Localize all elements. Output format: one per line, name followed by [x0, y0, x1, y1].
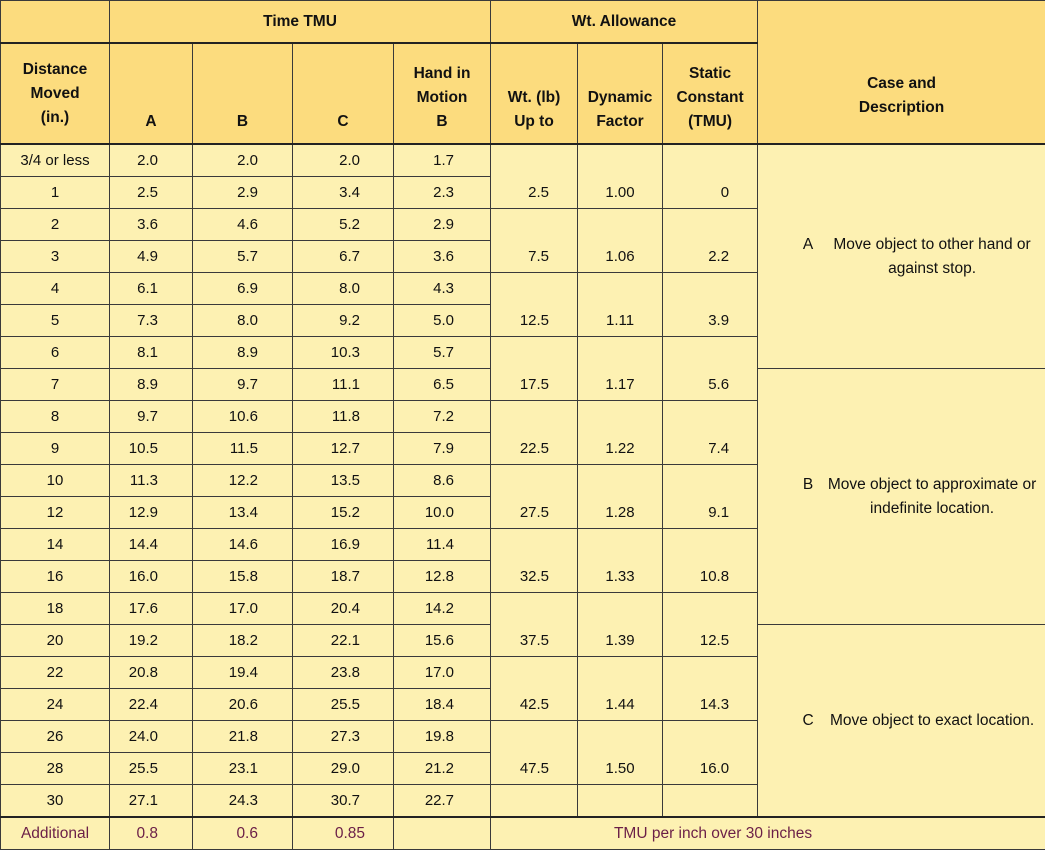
time-c-cell: 8.0	[293, 273, 394, 305]
additional-note: TMU per inch over 30 inches	[491, 817, 1045, 850]
case-cell	[758, 625, 1045, 818]
case-content	[758, 233, 1045, 281]
wt-lb-header: Wt. (lb) Up to	[491, 43, 578, 144]
dynamic-factor-cell: 1.39	[578, 593, 663, 657]
time-a-cell: 9.7	[110, 401, 193, 433]
hand-in-motion-cell: 7.2	[394, 401, 491, 433]
table-body	[1, 144, 1045, 817]
col-a-header: A	[110, 43, 193, 144]
time-b-cell: 14.6	[193, 529, 293, 561]
time-a-cell: 25.5	[110, 753, 193, 785]
time-a-cell: 24.0	[110, 721, 193, 753]
hand-in-motion-cell: 8.6	[394, 465, 491, 497]
time-c-cell: 6.7	[293, 241, 394, 273]
time-b-cell: 2.0	[193, 144, 293, 177]
time-b-cell: 11.5	[193, 433, 293, 465]
hand-in-motion-cell: 14.2	[394, 593, 491, 625]
wt-lb-cell: 32.5	[491, 529, 578, 593]
time-b-cell: 21.8	[193, 721, 293, 753]
case-description: Move object to exact location.	[827, 709, 1037, 733]
time-a-cell: 3.6	[110, 209, 193, 241]
distance-cell: 28	[1, 753, 110, 785]
case-cell	[758, 144, 1045, 369]
hand-in-motion-header: Hand in Motion B	[394, 43, 491, 144]
wt-lb-cell: 42.5	[491, 657, 578, 721]
distance-cell: 12	[1, 497, 110, 529]
dynamic-factor-cell: 1.33	[578, 529, 663, 593]
dynamic-factor-cell: 1.50	[578, 721, 663, 785]
case-description-header: Case and Description	[758, 1, 1045, 145]
wt-lb-cell: 2.5	[491, 144, 578, 209]
time-b-cell: 20.6	[193, 689, 293, 721]
additional-label: Additional	[1, 817, 110, 850]
time-b-cell: 13.4	[193, 497, 293, 529]
hand-in-motion-cell: 3.6	[394, 241, 491, 273]
static-constant-cell: 2.2	[663, 209, 758, 273]
time-a-cell: 22.4	[110, 689, 193, 721]
time-c-cell: 18.7	[293, 561, 394, 593]
time-a-cell: 7.3	[110, 305, 193, 337]
time-c-cell: 5.2	[293, 209, 394, 241]
distance-cell: 14	[1, 529, 110, 561]
static-constant-cell: 14.3	[663, 657, 758, 721]
hand-in-motion-cell: 10.0	[394, 497, 491, 529]
time-c-cell: 9.2	[293, 305, 394, 337]
hand-in-motion-cell: 17.0	[394, 657, 491, 689]
wt-lb-cell	[491, 785, 578, 818]
distance-cell: 2	[1, 209, 110, 241]
additional-row	[1, 817, 1045, 850]
case-description: Move object to approximate or indefinite location.	[827, 473, 1037, 521]
dynamic-factor-cell: 1.00	[578, 144, 663, 209]
time-a-cell: 4.9	[110, 241, 193, 273]
table-row	[1, 144, 1045, 177]
case-description: Move object to other hand or against stop.	[827, 233, 1037, 281]
distance-cell: 7	[1, 369, 110, 401]
hand-in-motion-cell: 7.9	[394, 433, 491, 465]
distance-cell: 26	[1, 721, 110, 753]
time-a-cell: 17.6	[110, 593, 193, 625]
distance-cell: 24	[1, 689, 110, 721]
wt-lb-cell: 17.5	[491, 337, 578, 401]
static-constant-header: Static Constant (TMU)	[663, 43, 758, 144]
time-a-cell: 8.9	[110, 369, 193, 401]
time-a-cell: 8.1	[110, 337, 193, 369]
static-constant-cell	[663, 785, 758, 818]
time-c-cell: 30.7	[293, 785, 394, 818]
time-c-cell: 27.3	[293, 721, 394, 753]
time-c-cell: 11.8	[293, 401, 394, 433]
case-content	[758, 473, 1045, 521]
hand-in-motion-cell: 18.4	[394, 689, 491, 721]
time-b-cell: 19.4	[193, 657, 293, 689]
time-a-cell: 10.5	[110, 433, 193, 465]
distance-cell: 22	[1, 657, 110, 689]
hand-in-motion-cell: 22.7	[394, 785, 491, 818]
time-a-cell: 27.1	[110, 785, 193, 818]
time-c-cell: 29.0	[293, 753, 394, 785]
time-b-cell: 24.3	[193, 785, 293, 818]
hand-in-motion-cell: 5.0	[394, 305, 491, 337]
time-a-cell: 14.4	[110, 529, 193, 561]
hand-in-motion-cell: 1.7	[394, 144, 491, 177]
time-b-cell: 9.7	[193, 369, 293, 401]
wt-lb-cell: 47.5	[491, 721, 578, 785]
static-constant-cell: 16.0	[663, 721, 758, 785]
distance-cell: 20	[1, 625, 110, 657]
corner-cell	[1, 1, 110, 44]
time-b-cell: 17.0	[193, 593, 293, 625]
dynamic-factor-cell: 1.11	[578, 273, 663, 337]
time-b-cell: 15.8	[193, 561, 293, 593]
time-c-cell: 25.5	[293, 689, 394, 721]
time-a-cell: 2.5	[110, 177, 193, 209]
time-c-cell: 13.5	[293, 465, 394, 497]
time-a-cell: 19.2	[110, 625, 193, 657]
distance-moved-header: Distance Moved (in.)	[1, 43, 110, 144]
hand-in-motion-cell: 5.7	[394, 337, 491, 369]
time-c-cell: 15.2	[293, 497, 394, 529]
static-constant-cell: 3.9	[663, 273, 758, 337]
distance-cell: 8	[1, 401, 110, 433]
dynamic-factor-cell: 1.06	[578, 209, 663, 273]
distance-cell: 6	[1, 337, 110, 369]
case-letter: C	[789, 709, 827, 733]
distance-cell: 4	[1, 273, 110, 305]
hand-in-motion-cell: 6.5	[394, 369, 491, 401]
static-constant-cell: 5.6	[663, 337, 758, 401]
hand-in-motion-cell: 2.3	[394, 177, 491, 209]
time-c-cell: 22.1	[293, 625, 394, 657]
static-constant-cell: 12.5	[663, 593, 758, 657]
time-b-cell: 6.9	[193, 273, 293, 305]
static-constant-cell: 0	[663, 144, 758, 209]
hand-in-motion-cell: 19.8	[394, 721, 491, 753]
time-a-cell: 20.8	[110, 657, 193, 689]
time-c-cell: 23.8	[293, 657, 394, 689]
wt-allowance-group-header: Wt. Allowance	[491, 1, 758, 44]
dynamic-factor-cell: 1.17	[578, 337, 663, 401]
distance-cell: 1	[1, 177, 110, 209]
hand-in-motion-cell: 21.2	[394, 753, 491, 785]
time-tmu-group-header: Time TMU	[110, 1, 491, 44]
distance-cell: 18	[1, 593, 110, 625]
hand-in-motion-cell: 15.6	[394, 625, 491, 657]
wt-lb-cell: 22.5	[491, 401, 578, 465]
time-c-cell: 2.0	[293, 144, 394, 177]
distance-cell: 9	[1, 433, 110, 465]
dynamic-factor-cell: 1.22	[578, 401, 663, 465]
wt-lb-cell: 7.5	[491, 209, 578, 273]
distance-cell: 3	[1, 241, 110, 273]
static-constant-cell: 7.4	[663, 401, 758, 465]
additional-c: 0.85	[293, 817, 394, 850]
time-b-cell: 4.6	[193, 209, 293, 241]
wt-lb-cell: 27.5	[491, 465, 578, 529]
time-a-cell: 6.1	[110, 273, 193, 305]
wt-lb-cell: 37.5	[491, 593, 578, 657]
time-c-cell: 3.4	[293, 177, 394, 209]
dynamic-factor-cell	[578, 785, 663, 818]
case-letter: A	[789, 233, 827, 257]
static-constant-cell: 10.8	[663, 529, 758, 593]
col-c-header: C	[293, 43, 394, 144]
col-b-header: B	[193, 43, 293, 144]
additional-b: 0.6	[193, 817, 293, 850]
time-c-cell: 11.1	[293, 369, 394, 401]
dynamic-factor-cell: 1.44	[578, 657, 663, 721]
case-content	[758, 709, 1045, 733]
time-b-cell: 2.9	[193, 177, 293, 209]
time-b-cell: 8.0	[193, 305, 293, 337]
time-b-cell: 8.9	[193, 337, 293, 369]
time-b-cell: 12.2	[193, 465, 293, 497]
time-a-cell: 11.3	[110, 465, 193, 497]
distance-cell: 3/4 or less	[1, 144, 110, 177]
additional-a: 0.8	[110, 817, 193, 850]
hand-in-motion-cell: 2.9	[394, 209, 491, 241]
static-constant-cell: 9.1	[663, 465, 758, 529]
distance-cell: 10	[1, 465, 110, 497]
time-a-cell: 2.0	[110, 144, 193, 177]
wt-lb-cell: 12.5	[491, 273, 578, 337]
distance-cell: 30	[1, 785, 110, 818]
additional-hand	[394, 817, 491, 850]
dynamic-factor-header: Dynamic Factor	[578, 43, 663, 144]
time-c-cell: 16.9	[293, 529, 394, 561]
hand-in-motion-cell: 11.4	[394, 529, 491, 561]
time-b-cell: 18.2	[193, 625, 293, 657]
case-cell	[758, 369, 1045, 625]
time-b-cell: 10.6	[193, 401, 293, 433]
time-a-cell: 16.0	[110, 561, 193, 593]
time-c-cell: 12.7	[293, 433, 394, 465]
time-b-cell: 5.7	[193, 241, 293, 273]
time-a-cell: 12.9	[110, 497, 193, 529]
time-c-cell: 20.4	[293, 593, 394, 625]
hand-in-motion-cell: 12.8	[394, 561, 491, 593]
time-b-cell: 23.1	[193, 753, 293, 785]
distance-cell: 5	[1, 305, 110, 337]
hand-in-motion-cell: 4.3	[394, 273, 491, 305]
dynamic-factor-cell: 1.28	[578, 465, 663, 529]
time-c-cell: 10.3	[293, 337, 394, 369]
case-letter: B	[789, 473, 827, 497]
distance-cell: 16	[1, 561, 110, 593]
